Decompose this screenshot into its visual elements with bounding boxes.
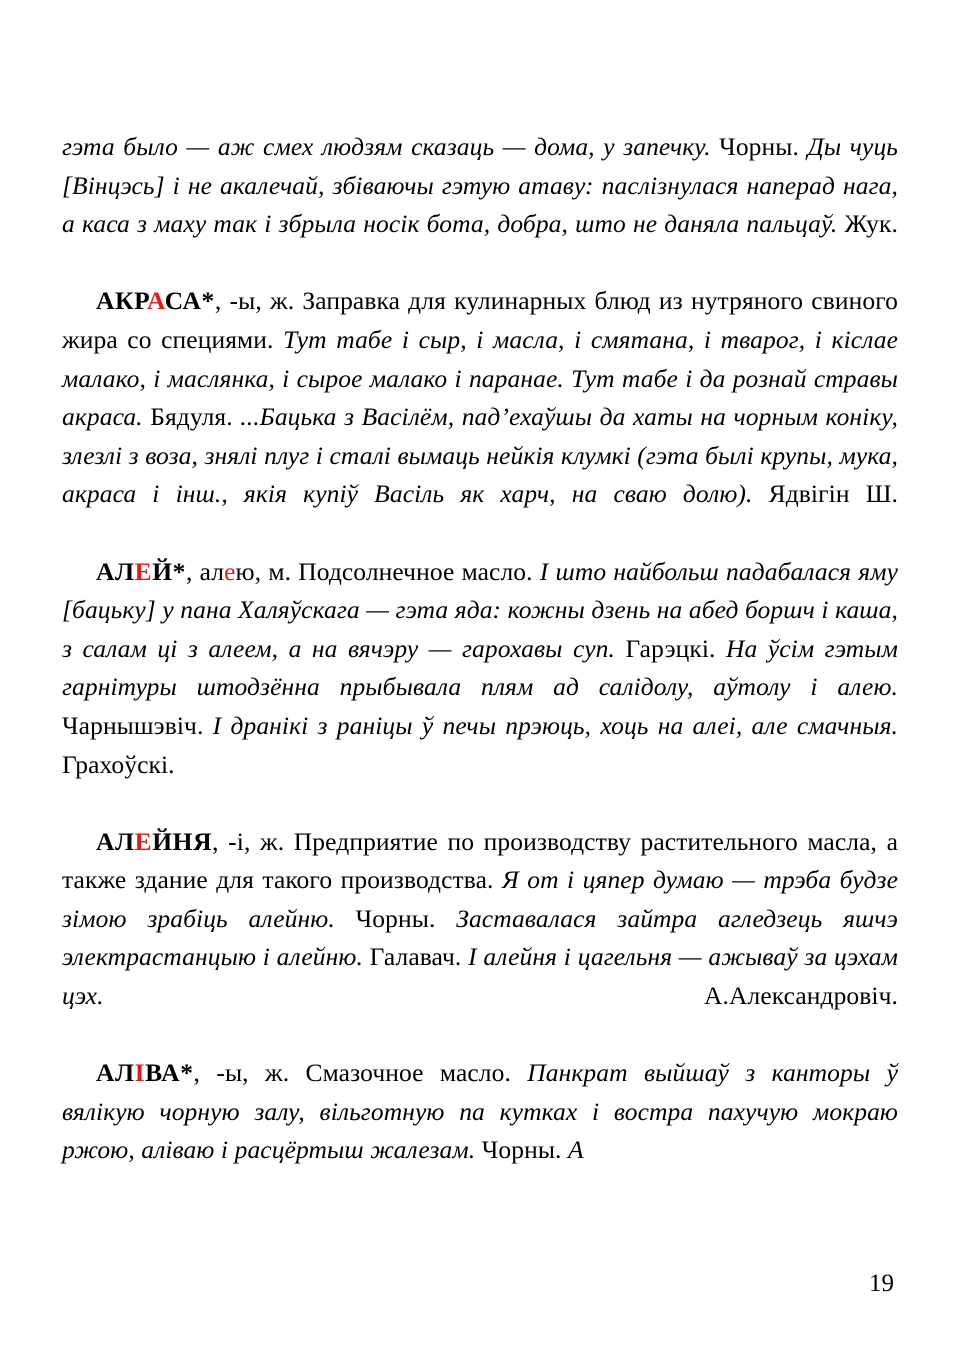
definition-aliva: Смазочное масло.: [305, 1058, 528, 1088]
citation-source-1: Чорны.: [355, 903, 457, 933]
headword-part-before: АЛ: [96, 826, 135, 856]
inflection-alejnia: , -і,: [212, 826, 261, 856]
continued-run-5: Ды чуць [Вінцэсь] і не акалечай, збіваючы гэтую атаву: паслізнулася наперад нага, а каса з маху так і збрыла носік бота, добра, што не даняла пальцаў.: [62, 132, 898, 239]
stress-letter: Е: [134, 826, 153, 856]
citation-quote-4: І дранікі з раніцы ў печы прэюць, хоць на алеі, але смачныя.: [212, 710, 898, 740]
citation-quote-1: Тут табе і сыр, і масла, і смятана, і тварог, і кіслае малако, і маслянка, і сырое малако і паранае. Тут табе і да рознай стравы акраса.: [62, 324, 898, 432]
grammar-alejnia: ж.: [260, 826, 294, 856]
stress-letter: Е: [134, 556, 153, 586]
headword-part-before: АЛ: [96, 556, 135, 586]
citation-quote-1: І што найбольш падабалася яму [бацьку] у пана Халяўскага — гэта яда: кожны дзень на: [62, 556, 898, 625]
citation-quote-2: ...Бацька з Васілём, пад’ехаўшы да хаты на чорным коніку, злезлі з воза, знялі плуг і сталі вымаць нейкія клумкі (гэта былі крупы, мука, акраса і інш., якія купіў Васіль як харч, на сваю долю).: [62, 402, 899, 509]
inflection-stress-letter: е: [224, 556, 236, 586]
entry-aliva: [62, 1054, 898, 1170]
headword-part-before: АКР: [96, 286, 148, 316]
inflection-run-1: , ал: [186, 556, 225, 586]
headword-part-after: Й: [152, 556, 173, 586]
citation-quote-1: Я от і цяпер думаю — трэба будзе зімою зрабіць алейню.: [62, 865, 899, 933]
headword-aliva: [96, 1058, 194, 1087]
stress-letter: І: [134, 1058, 146, 1088]
headword-part-after: ЙНЯ: [152, 826, 213, 856]
headword-part-before: АЛ: [96, 1058, 135, 1088]
headword-part-after: СА: [164, 286, 202, 316]
entry-akrasa: [62, 282, 898, 552]
page-number: 19: [869, 1270, 894, 1297]
headword-alejnia: [96, 827, 212, 856]
inflection-akrasa: , -ы,: [214, 286, 271, 316]
definition-akrasa: Заправка для кулинарных блюд из нутряного свиного жира со специями.: [62, 286, 898, 354]
citation-source-zhuk: Жук.: [844, 209, 898, 239]
continued-run-3: — дома, у запечку.: [494, 132, 720, 161]
headword-akrasa: [96, 286, 215, 315]
grammar-aliva: ж.: [264, 1058, 306, 1088]
headword-part-after: ВА: [145, 1058, 181, 1088]
citation-quote-2: абед боршч і каша, з салам ці з алеем, а на вячэру — гарохавы суп.: [62, 595, 898, 663]
entry-alej: [62, 553, 898, 823]
citation-quote-2: А: [568, 1135, 584, 1165]
citation-source-1: Бядуля.: [150, 402, 241, 432]
headword-alej: [96, 557, 186, 586]
grammar-alej: м.: [268, 556, 299, 586]
continued-run-1: гэта было —: [62, 132, 218, 161]
entry-alejnia: [62, 823, 898, 1055]
definition-alejnia: Предприятие по производству растительного масла, а также здание для такого производства.: [62, 826, 898, 895]
citation-source-4: Грахоўскі.: [62, 749, 175, 779]
citation-quote-3: На ўсім гэтым гарнітуры штодзённа прыбывала плям ад салідолу, аўтолу і алею.: [62, 633, 898, 702]
grammar-akrasa: ж.: [270, 286, 303, 316]
citation-quote-2: Заставалася зайтра агледзець яшчэ электрастанцыю і алейню.: [62, 903, 898, 972]
paragraph-continued: [62, 128, 898, 282]
citation-source-3: Чарнышэвіч.: [62, 710, 213, 740]
stress-letter: А: [147, 286, 165, 316]
citation-source-1: Чорны.: [481, 1135, 569, 1165]
citation-source-chorny: Чорны.: [719, 132, 808, 161]
headword-asterisk: *: [172, 556, 187, 586]
continued-run-2: аж смех людзям сказаць: [217, 132, 495, 161]
citation-quote-1: Панкрат выйшаў з канторы ў вялікую чорную залу, вільготную па кутках і востра пахучую мокраю ржою, аліваю і расцёртыш жалезам.: [62, 1058, 899, 1165]
inflection-aliva: , -ы,: [193, 1058, 265, 1088]
inflection-run-3: ю,: [235, 556, 269, 586]
inflection-alej: [186, 557, 268, 586]
citation-source-2: Ядвігін Ш.: [768, 479, 899, 509]
citation-source-2: Гарэцкі.: [625, 633, 726, 663]
headword-asterisk: *: [201, 286, 215, 316]
citation-source-3: А.Александровіч.: [704, 981, 898, 1011]
citation-quote-3: І алейня і цагельня — ажываў за цэхам цэх.: [62, 942, 898, 1011]
citation-source-2: Галавач.: [369, 942, 469, 972]
definition-alej: Подсолнечное масло.: [298, 556, 540, 586]
text-column: [62, 128, 898, 1170]
headword-asterisk: *: [180, 1058, 194, 1088]
